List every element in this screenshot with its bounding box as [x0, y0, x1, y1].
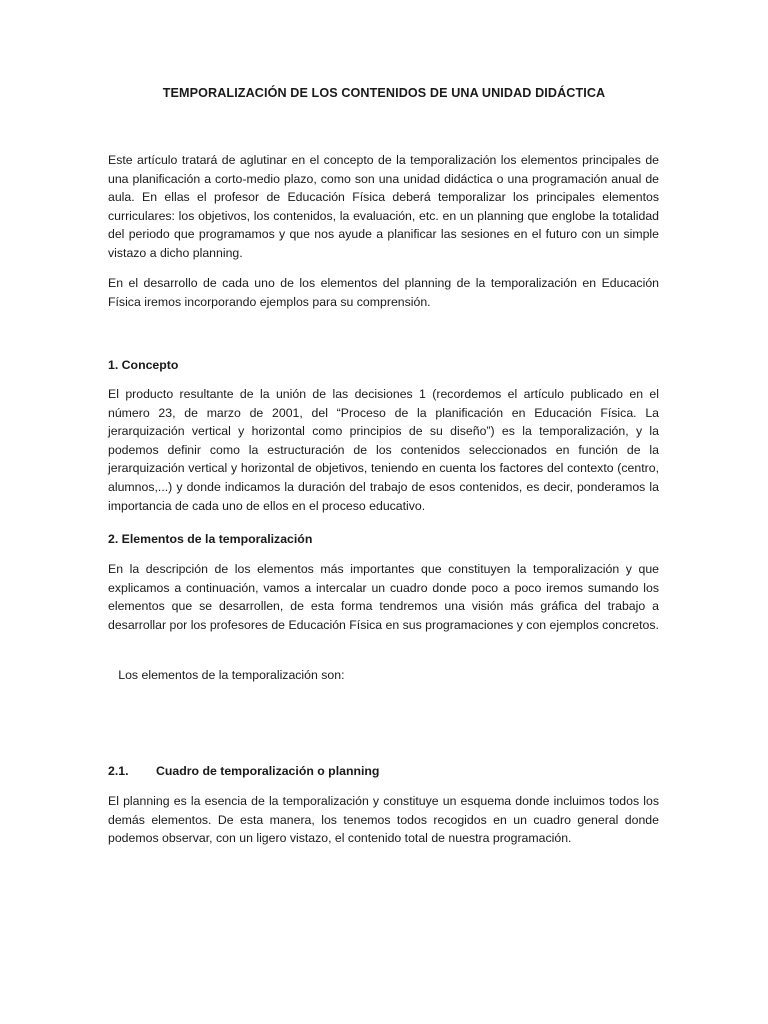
section-2-1-paragraph	[108, 792, 659, 848]
section-2-heading-text: 2. Elementos de la temporalización	[108, 532, 313, 546]
section-1-heading-text: 1. Concepto	[108, 358, 179, 372]
section-2-paragraph-2-text: Los elementos de la temporalización son:	[108, 668, 345, 682]
section-2-paragraph-2	[108, 666, 659, 685]
intro-paragraph-2-text: En el desarrollo de cada uno de los elementos del planning de la temporalización en Educación Física iremos incorporando ejemplos para su comprensión.	[108, 276, 659, 309]
section-1-paragraph-text: El producto resultante de la unión de las decisiones 1 (recordemos el artículo publicado en el número 23, de marzo de 2001, del “Proceso de la planificación en Educación Física. La jerarquización vertical y horizontal como principios de su diseño”) es la temporalización, y la podemos definir como la estructuración de los contenidos seleccionados en función de la jerarquización vertical y horizontal de objetivos, teniendo en cuenta los factores del contexto (centro, alumnos,...) y donde indicamos la duración del trabajo de esos contenidos, es decir, ponderamos la importancia de cada uno de ellos en el proceso educativo.	[108, 387, 659, 513]
section-1-heading	[108, 356, 659, 374]
section-2-paragraph-1-text: En la descripción de los elementos más importantes que constituyen la temporalización y que explicamos a continuación, vamos a intercalar un cuadro donde poco a poco iremos sumando los elementos que se desarrollen, de esta forma tendremos una visión más gráfica del trabajo a desarrollar por los profesores de Educación Física en sus programaciones y con ejemplos concretos.	[108, 562, 659, 632]
section-2-1-heading	[108, 762, 659, 780]
intro-paragraph-1	[108, 151, 659, 263]
section-2-1-title: Cuadro de temporalización o planning	[156, 764, 380, 778]
section-2-heading	[108, 530, 659, 548]
intro-paragraph-1-text: Este artículo tratará de aglutinar en el concepto de la temporalización los elementos principales de una planificación a corto-medio plazo, como son una unidad didáctica o una programación anual de aula. En ellas el profesor de Educación Física deberá temporalizar los principales elementos curriculares: los objetivos, los contenidos, la evaluación, etc. en un planning que englobe la totalidad del periodo que programamos y que nos ayude a planificar las sesiones en el futuro con un simple vistazo a dicho planning.	[108, 153, 659, 260]
document-title: TEMPORALIZACIÓN DE LOS CONTENIDOS DE UNA UNIDAD DIDÁCTICA	[162, 86, 606, 100]
intro-paragraph-2	[108, 274, 659, 311]
section-2-1-paragraph-text: El planning es la esencia de la temporalización y constituye un esquema donde incluimos todos los demás elementos. De esta manera, los tenemos todos recogidos en un cuadro general donde podemos observar, con un ligero vistazo, el contenido total de nuestra programación.	[108, 794, 659, 846]
section-2-1-number: 2.1.	[108, 764, 129, 778]
section-1-paragraph	[108, 385, 659, 515]
section-2-paragraph-1	[108, 560, 659, 634]
